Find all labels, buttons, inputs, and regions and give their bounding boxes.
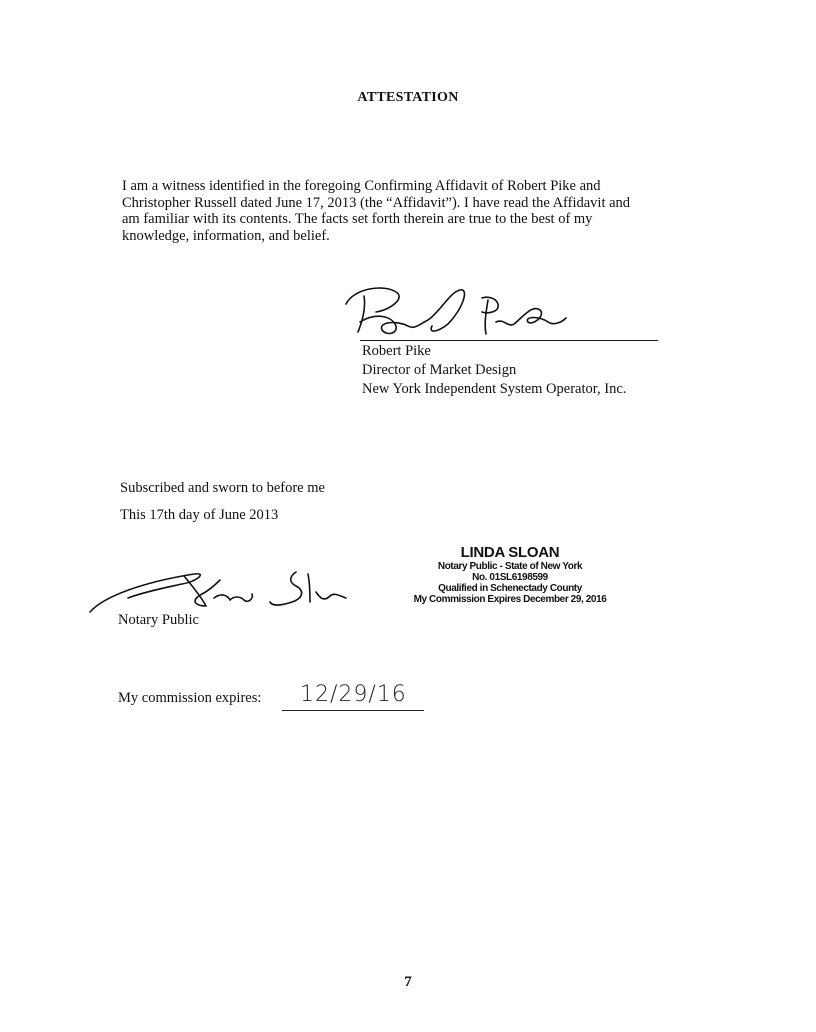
paragraph-line: I am a witness identified in the foregoing Confirming Affidavit of Robert Pike and — [122, 178, 601, 194]
notary-stamp — [396, 544, 624, 605]
attestation-paragraph — [122, 178, 702, 244]
commission-label: My commission expires: — [118, 690, 262, 706]
paragraph-line: am familiar with its contents. The facts set forth therein are true to the best of my — [122, 211, 593, 227]
signer-signature — [336, 282, 576, 344]
signer-organization: New York Independent System Operator, Inc. — [362, 381, 627, 397]
signer-position: Director of Market Design — [362, 362, 517, 378]
document-title: ATTESTATION — [357, 90, 459, 105]
sworn-statement: Subscribed and sworn to before me — [120, 480, 325, 496]
paragraph-line: Christopher Russell dated June 17, 2013 (the “Affidavit”). I have read the Affidavit and — [122, 194, 631, 211]
sworn-date: This 17th day of June 2013 — [120, 507, 279, 523]
commission-date-line — [282, 710, 424, 711]
page-number: 7 — [404, 974, 412, 990]
signer-block — [362, 342, 626, 399]
signature-line — [360, 340, 658, 341]
commission-date: 12/29/16 — [300, 682, 407, 707]
signer-name: Robert Pike — [362, 343, 431, 359]
notary-stamp-line: My Commission Expires December 29, 2016 — [413, 594, 607, 605]
notary-stamp-line: Qualified in Schenectady County — [438, 583, 582, 594]
notary-stamp-line: No. 01SL6198599 — [472, 572, 548, 583]
notary-stamp-line: Notary Public - State of New York — [437, 561, 583, 572]
paragraph-line: knowledge, information, and belief. — [122, 227, 330, 244]
notary-public-label: Notary Public — [118, 612, 199, 628]
notary-stamp-name: LINDA SLOAN — [460, 544, 560, 561]
